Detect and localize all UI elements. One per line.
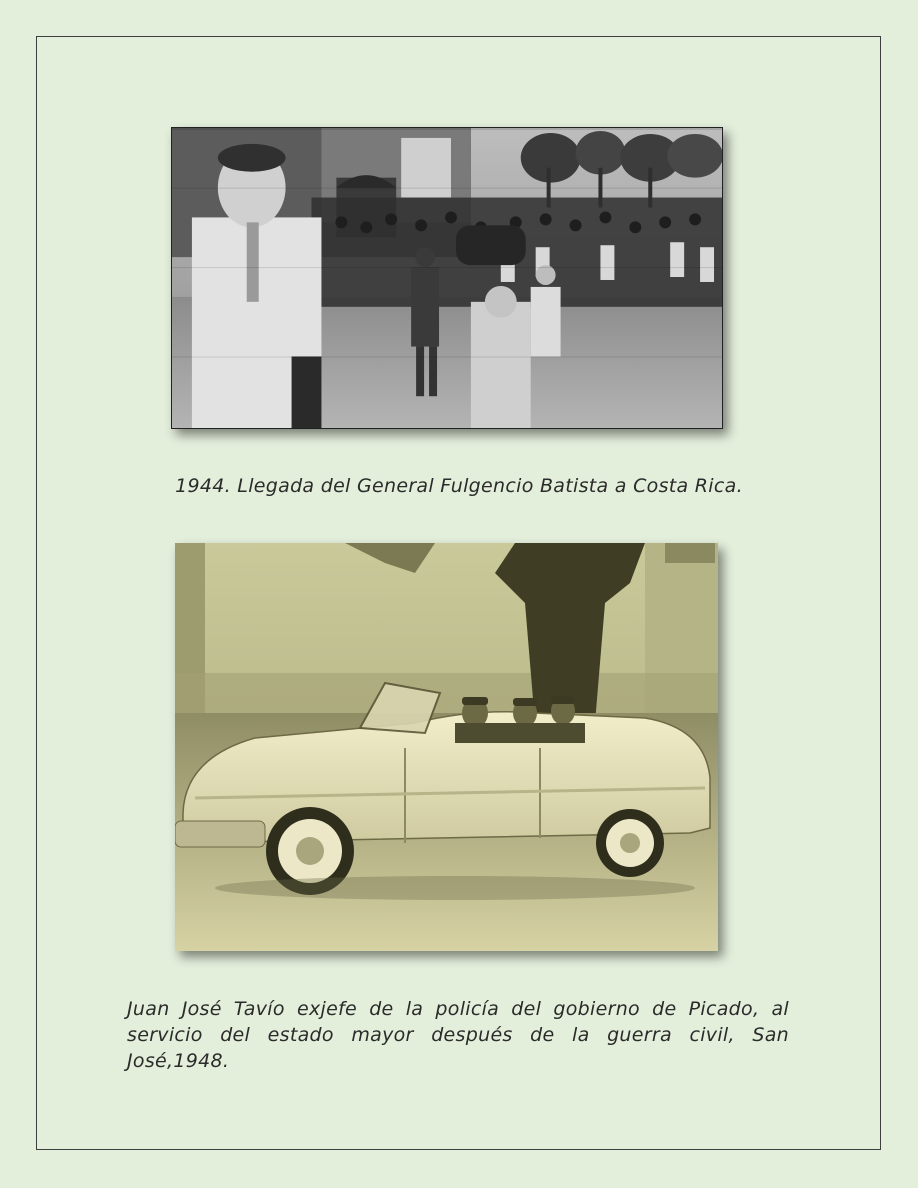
convertible-car-photo <box>175 543 718 951</box>
second-photo-caption: Juan José Tavío exjefe de la policía del gobierno de Picado, al servicio del estado mayor después de la guerra civil, San José,1948. <box>127 998 789 1072</box>
batista-arrival-image <box>172 128 722 428</box>
first-photo-caption: 1944. Llegada del General Fulgencio Batista a Costa Rica. <box>175 475 743 497</box>
convertible-car-image <box>175 543 718 951</box>
batista-arrival-photo <box>171 127 723 429</box>
